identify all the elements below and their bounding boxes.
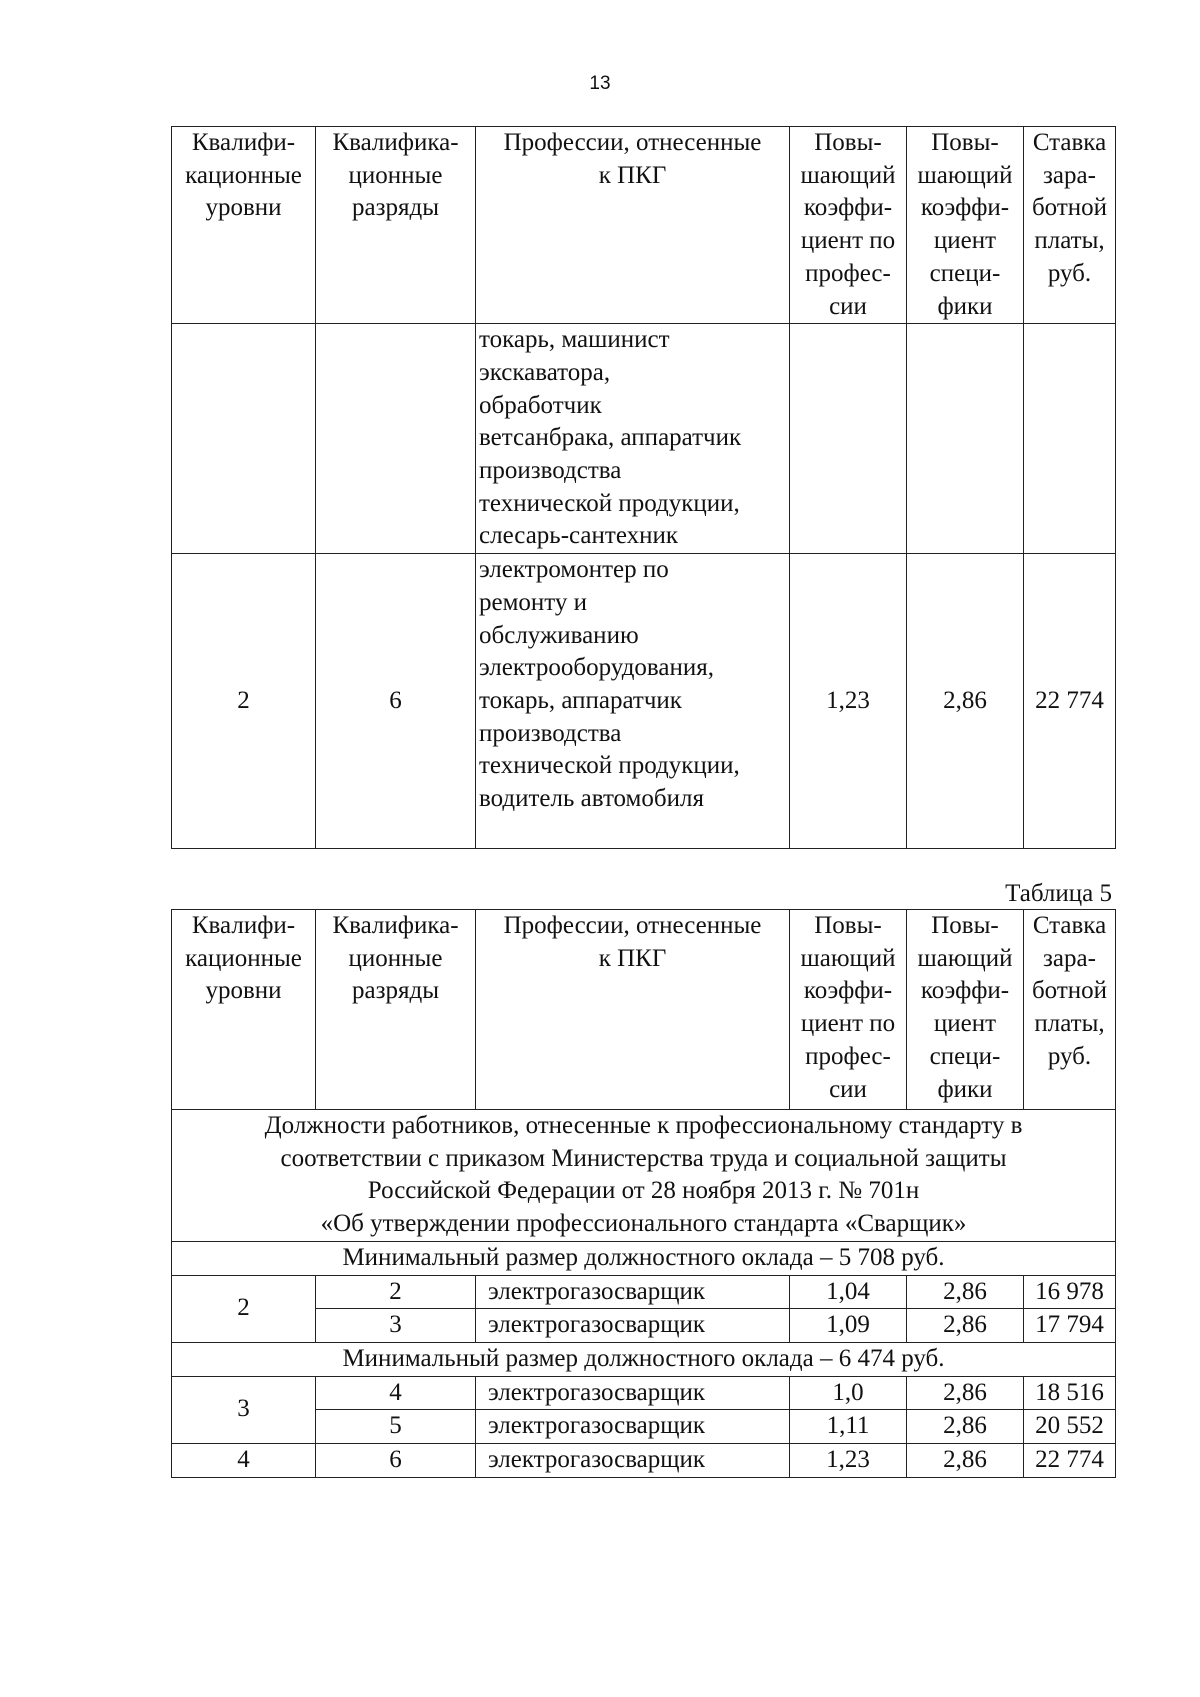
table-cell-empty [316,324,476,554]
table-cell-profession: электрогазосварщик [476,1275,790,1309]
table-row [172,1444,1116,1478]
welder-qualification-table [171,909,1116,1478]
header-professions: Профессии, отнесенные к ПКГ [476,910,790,1110]
table-cell-rate: 16 978 [1024,1275,1116,1309]
table-row [172,324,1116,554]
header-qualification-grades: Квалифика- ционные разряды [316,127,476,324]
table-cell-empty [790,324,907,554]
table-cell-grade: 2 [316,1275,476,1309]
table-cell-rate: 17 794 [1024,1309,1116,1343]
table-row [172,554,1116,849]
table-cell-profession: электрогазосварщик [476,1444,790,1478]
table-cell-empty [1024,324,1116,554]
table-row [172,1275,1116,1309]
table-cell-level: 2 [172,1275,316,1342]
table-cell-rate: 20 552 [1024,1410,1116,1444]
page-number: 13 [589,73,611,94]
min-salary-row [172,1241,1116,1275]
table-cell-empty [172,324,316,554]
table-cell-coef-specifics: 2,86 [907,1309,1024,1343]
table-cell-profession: электрогазосварщик [476,1410,790,1444]
min-salary-label: Минимальный размер должностного оклада – 6 474 руб. [172,1342,1116,1376]
table-cell-coef-profession: 1,23 [790,554,907,849]
table-header-row [172,910,1116,1110]
table-cell-coef-profession: 1,04 [790,1275,907,1309]
table-row [172,1376,1116,1410]
table-cell-coef-profession: 1,11 [790,1410,907,1444]
table-cell-empty [907,324,1024,554]
header-coef-specifics: Повы- шающий коэффи- циент специ- фики [907,127,1024,324]
table-cell-coef-specifics: 2,86 [907,554,1024,849]
table-cell-coef-specifics: 2,86 [907,1376,1024,1410]
table-caption: Таблица 5 [1005,880,1112,907]
table-cell-level: 2 [172,554,316,849]
qualification-table-continuation [171,126,1116,849]
table-cell-rate: 22 774 [1024,554,1116,849]
header-coef-specifics: Повы- шающий коэффи- циент специ- фики [907,910,1024,1110]
table-cell-level: 3 [172,1376,316,1443]
min-salary-label: Минимальный размер должностного оклада – 5 708 руб. [172,1241,1116,1275]
header-qualification-levels: Квалифи- кационные уровни [172,127,316,324]
table-header-row [172,127,1116,324]
table-cell-coef-profession: 1,09 [790,1309,907,1343]
header-qualification-levels: Квалифи- кационные уровни [172,910,316,1110]
section-title: Должности работников, отнесенные к профессиональному стандарту в соответствии с приказом Министерства труда и социальной защиты Российской Федерации от 28 ноября 2013 г. № 701н «Об утверждении профессионального стандарта «Сварщик» [172,1110,1116,1242]
table-cell-coef-profession: 1,0 [790,1376,907,1410]
header-qualification-grades: Квалифика- ционные разряды [316,910,476,1110]
table-cell-level: 4 [172,1444,316,1478]
table-cell-profession: электрогазосварщик [476,1376,790,1410]
table-cell-coef-profession: 1,23 [790,1444,907,1478]
min-salary-row [172,1342,1116,1376]
header-salary-rate: Ставка зара- ботной платы, руб. [1024,127,1116,324]
header-coef-profession: Повы- шающий коэффи- циент по профес- сии [790,910,907,1110]
table-cell-professions: электромонтер по ремонту и обслуживанию электрооборудования, токарь, аппаратчик производства технической продукции, водитель автомобиля [476,554,790,849]
header-professions: Профессии, отнесенные к ПКГ [476,127,790,324]
table-cell-grade: 5 [316,1410,476,1444]
table-cell-coef-specifics: 2,86 [907,1444,1024,1478]
table-cell-grade: 6 [316,1444,476,1478]
section-title-row [172,1110,1116,1242]
table-cell-grade: 3 [316,1309,476,1343]
table-cell-professions: токарь, машинист экскаватора, обработчик ветсанбрака, аппаратчик производства технической продукции, слесарь-сантехник [476,324,790,554]
table-cell-grade: 4 [316,1376,476,1410]
table-cell-profession: электрогазосварщик [476,1309,790,1343]
table-cell-coef-specifics: 2,86 [907,1410,1024,1444]
table-cell-coef-specifics: 2,86 [907,1275,1024,1309]
table-cell-rate: 22 774 [1024,1444,1116,1478]
table-cell-grade: 6 [316,554,476,849]
table-cell-rate: 18 516 [1024,1376,1116,1410]
header-coef-profession: Повы- шающий коэффи- циент по профес- сии [790,127,907,324]
header-salary-rate: Ставка зара- ботной платы, руб. [1024,910,1116,1110]
